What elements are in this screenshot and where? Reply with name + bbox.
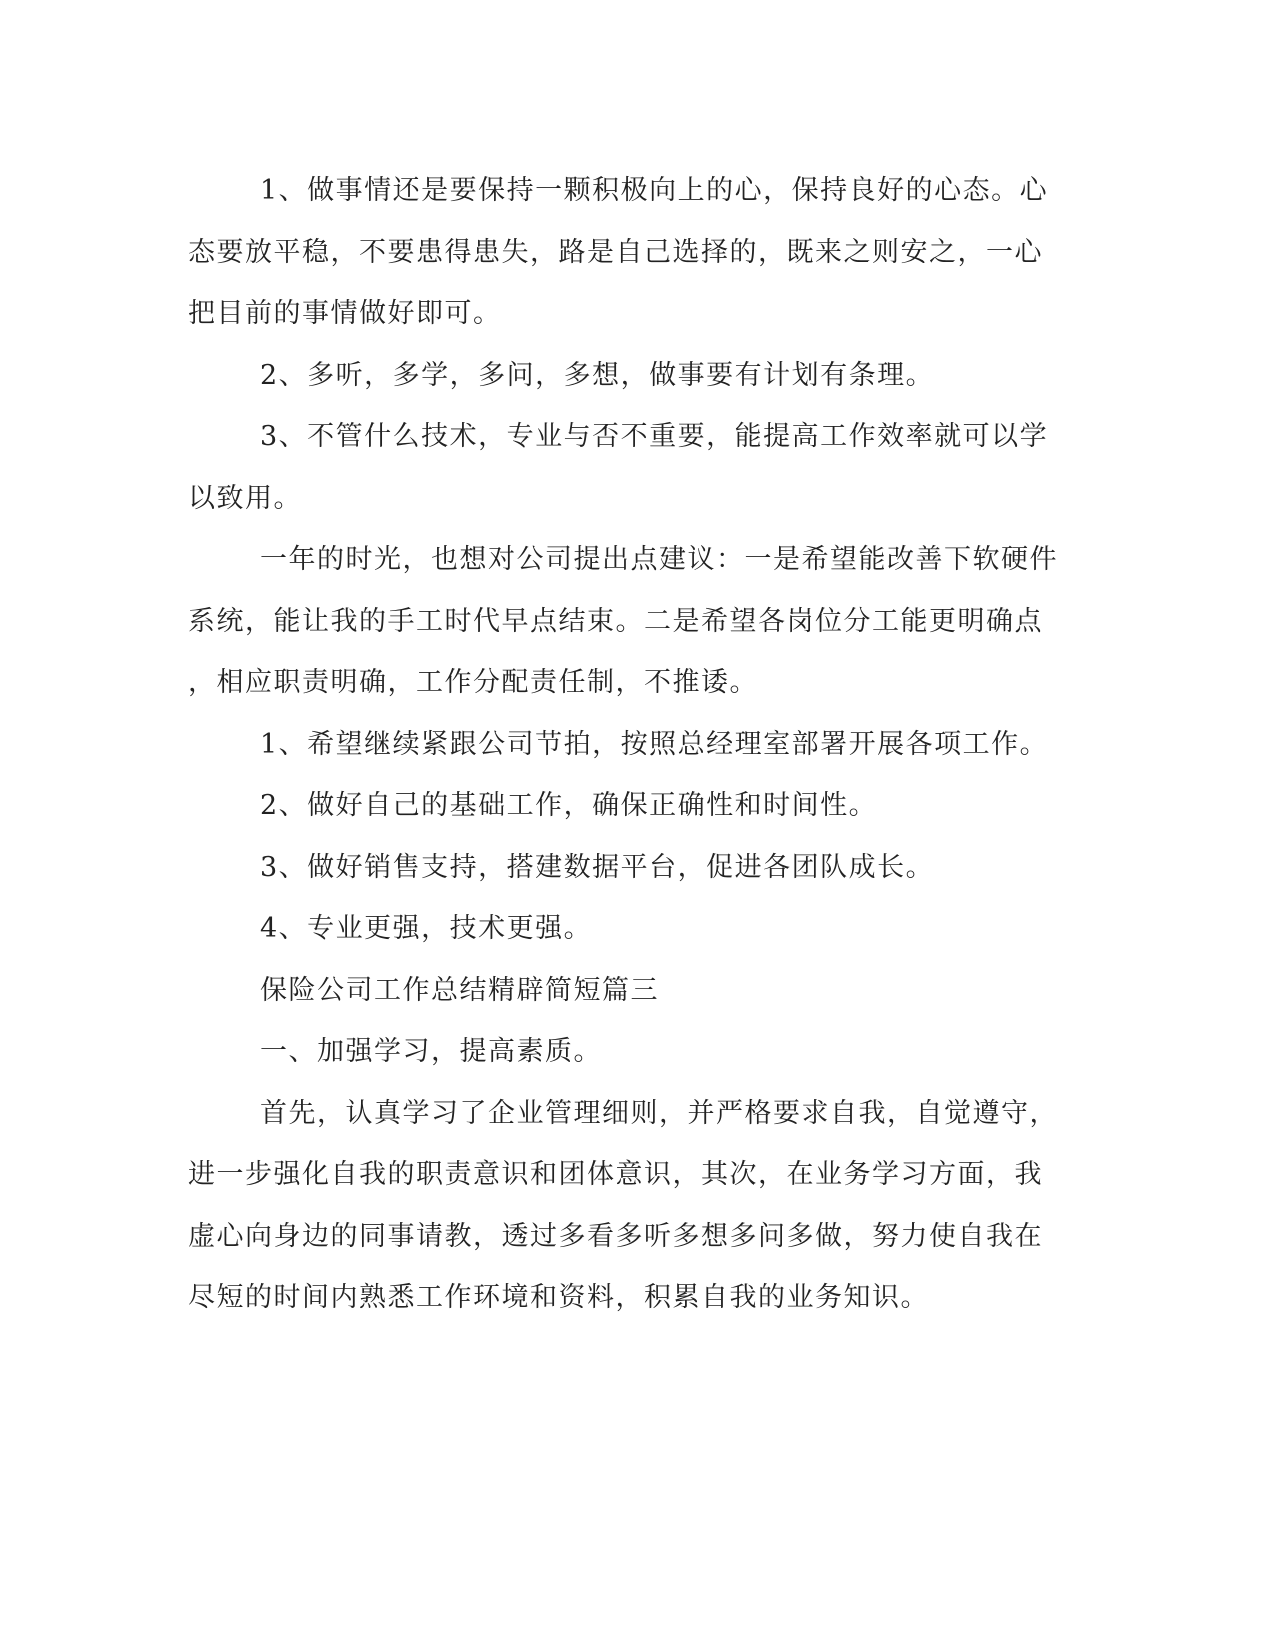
paragraph-6: [188, 775, 1068, 837]
text-line: 2、做好自己的基础工作，确保正确性和时间性。: [260, 790, 878, 821]
text-line: 把目前的事情做好即可。: [188, 298, 502, 329]
text-line: 虚心向身边的同事请教，透过多看多听多想多问多做，努力使自我在: [188, 1220, 1043, 1252]
paragraph-8: [188, 898, 1068, 960]
paragraph-4: [188, 529, 1068, 714]
text-line: 首先，认真学习了企业管理细则，并严格要求自我，自觉遵守，: [260, 1097, 1058, 1129]
paragraph-5: [188, 714, 1068, 776]
text-line: 4、专业更强，技术更强。: [260, 913, 593, 944]
text-line: 进一步强化自我的职责意识和团体意识，其次，在业务学习方面，我: [188, 1159, 1043, 1190]
paragraph-7: [188, 837, 1068, 899]
text-line: 一、加强学习，提高素质。: [260, 1036, 602, 1067]
text-line: 3、做好销售支持，搭建数据平台，促进各团队成长。: [260, 851, 935, 883]
text-line: 1、希望继续紧跟公司节拍，按照总经理室部署开展各项工作。: [260, 728, 1049, 760]
paragraph-11: [188, 1083, 1068, 1329]
paragraph-2: [188, 345, 1068, 407]
text-line: 3、不管什么技术，专业与否不重要，能提高工作效率就可以学: [260, 421, 1049, 452]
document-body: [188, 160, 1068, 1329]
text-line: 态要放平稳，不要患得患失，路是自己选择的，既来之则安之，一心: [188, 236, 1043, 268]
text-line: ，相应职责明确，工作分配责任制，不推诿。: [188, 667, 758, 698]
text-line: 尽短的时间内熟悉工作环境和资料，积累自我的业务知识。: [188, 1282, 929, 1313]
text-line: 1、做事情还是要保持一颗积极向上的心，保持良好的心态。心: [260, 175, 1049, 206]
paragraph-1: [188, 160, 1068, 345]
section-heading: [188, 960, 1068, 1022]
text-line: 保险公司工作总结精辟简短篇三: [260, 974, 659, 1006]
text-line: 2、多听，多学，多问，多想，做事要有计划有条理。: [260, 359, 935, 391]
subsection-heading: [188, 1021, 1068, 1083]
text-line: 一年的时光，也想对公司提出点建议：一是希望能改善下软硬件: [260, 544, 1058, 575]
text-line: 以致用。: [188, 482, 302, 514]
text-line: 系统，能让我的手工时代早点结束。二是希望各岗位分工能更明确点: [188, 605, 1043, 637]
paragraph-3: [188, 406, 1068, 529]
